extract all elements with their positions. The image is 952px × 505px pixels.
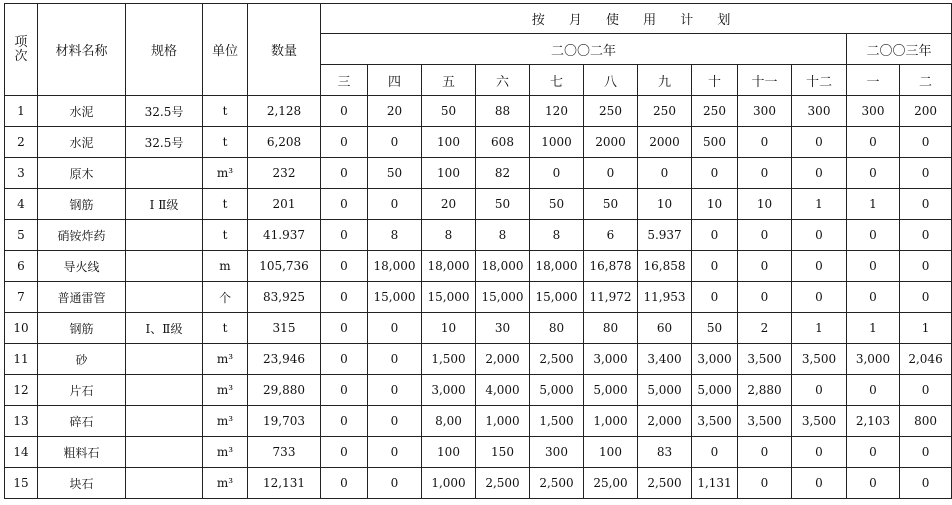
month-value-cell: 0 (692, 251, 738, 282)
spec-cell (126, 344, 203, 375)
month-value-cell: 2000 (638, 127, 692, 158)
unit-cell: m³ (203, 437, 248, 468)
month-value-cell: 1,000 (584, 406, 638, 437)
header-month: 十 (692, 65, 738, 96)
item-no-cell: 13 (5, 406, 38, 437)
month-value-cell: 0 (792, 158, 847, 189)
spec-cell (126, 468, 203, 499)
unit-cell: m³ (203, 158, 248, 189)
header-month: 八 (584, 65, 638, 96)
item-no-cell: 11 (5, 344, 38, 375)
month-value-cell: 1,500 (530, 406, 584, 437)
item-no-cell: 10 (5, 313, 38, 344)
month-value-cell: 0 (847, 437, 900, 468)
unit-cell: t (203, 96, 248, 127)
month-value-cell: 0 (368, 344, 422, 375)
month-value-cell: 11,972 (584, 282, 638, 313)
month-value-cell: 18,000 (476, 251, 530, 282)
table-row (5, 189, 952, 220)
month-value-cell: 50 (692, 313, 738, 344)
header-month: 十一 (738, 65, 792, 96)
month-value-cell: 0 (638, 158, 692, 189)
month-value-cell: 2,000 (476, 344, 530, 375)
month-value-cell: 8 (368, 220, 422, 251)
month-value-cell: 250 (692, 96, 738, 127)
month-value-cell: 3,500 (792, 344, 847, 375)
month-value-cell: 0 (321, 313, 368, 344)
month-value-cell: 1000 (530, 127, 584, 158)
item-no-cell: 2 (5, 127, 38, 158)
material-name-cell: 砂 (38, 344, 126, 375)
spec-cell (126, 437, 203, 468)
material-name-cell: 普通雷管 (38, 282, 126, 313)
month-value-cell: 15,000 (368, 282, 422, 313)
header-month: 七 (530, 65, 584, 96)
month-value-cell: 200 (900, 96, 952, 127)
month-value-cell: 5,000 (638, 375, 692, 406)
month-value-cell: 0 (792, 220, 847, 251)
header-year-2003: 二〇〇三年 (847, 34, 952, 65)
table-row (5, 96, 952, 127)
header-spec: 规格 (126, 4, 203, 96)
month-value-cell: 11,953 (638, 282, 692, 313)
month-value-cell: 0 (368, 406, 422, 437)
month-value-cell: 150 (476, 437, 530, 468)
month-value-cell: 50 (530, 189, 584, 220)
month-value-cell: 2,500 (530, 468, 584, 499)
month-value-cell: 100 (422, 437, 476, 468)
month-value-cell: 2,000 (638, 406, 692, 437)
month-value-cell: 8 (530, 220, 584, 251)
material-name-cell: 钢筋 (38, 313, 126, 344)
month-value-cell: 0 (900, 468, 952, 499)
month-value-cell: 0 (900, 282, 952, 313)
month-value-cell: 0 (738, 127, 792, 158)
month-value-cell: 30 (476, 313, 530, 344)
month-value-cell: 100 (584, 437, 638, 468)
month-value-cell: 80 (584, 313, 638, 344)
header-month: 三 (321, 65, 368, 96)
spec-cell: Ⅰ Ⅱ级 (126, 189, 203, 220)
month-value-cell: 25,00 (584, 468, 638, 499)
month-value-cell: 0 (847, 468, 900, 499)
month-value-cell: 0 (738, 282, 792, 313)
month-value-cell: 1,000 (476, 406, 530, 437)
item-no-cell: 6 (5, 251, 38, 282)
month-value-cell: 16,858 (638, 251, 692, 282)
month-value-cell: 18,000 (368, 251, 422, 282)
header-month: 六 (476, 65, 530, 96)
material-name-cell: 水泥 (38, 127, 126, 158)
month-value-cell: 18,000 (530, 251, 584, 282)
month-value-cell: 0 (847, 282, 900, 313)
quantity-cell: 19,703 (248, 406, 321, 437)
quantity-cell: 6,208 (248, 127, 321, 158)
month-value-cell: 0 (321, 344, 368, 375)
month-value-cell: 0 (900, 189, 952, 220)
month-value-cell: 800 (900, 406, 952, 437)
table-row (5, 251, 952, 282)
table-row (5, 282, 952, 313)
table-row (5, 344, 952, 375)
month-value-cell: 20 (368, 96, 422, 127)
month-value-cell: 0 (321, 437, 368, 468)
month-value-cell: 6 (584, 220, 638, 251)
month-value-cell: 1,131 (692, 468, 738, 499)
header-month: 四 (368, 65, 422, 96)
month-value-cell: 0 (692, 220, 738, 251)
month-value-cell: 5,000 (530, 375, 584, 406)
month-value-cell: 60 (638, 313, 692, 344)
month-value-cell: 0 (368, 468, 422, 499)
month-value-cell: 0 (368, 189, 422, 220)
month-value-cell: 1 (900, 313, 952, 344)
month-value-cell: 1 (847, 313, 900, 344)
month-value-cell: 0 (692, 437, 738, 468)
unit-cell: m³ (203, 406, 248, 437)
month-value-cell: 0 (368, 313, 422, 344)
material-name-cell: 粗料石 (38, 437, 126, 468)
header-month: 五 (422, 65, 476, 96)
month-value-cell: 50 (368, 158, 422, 189)
item-no-cell: 3 (5, 158, 38, 189)
month-value-cell: 500 (692, 127, 738, 158)
unit-cell: t (203, 220, 248, 251)
month-value-cell: 0 (584, 158, 638, 189)
month-value-cell: 2,046 (900, 344, 952, 375)
item-no-cell: 7 (5, 282, 38, 313)
item-no-cell: 15 (5, 468, 38, 499)
month-value-cell: 0 (738, 437, 792, 468)
month-value-cell: 0 (738, 251, 792, 282)
month-value-cell: 0 (738, 220, 792, 251)
month-value-cell: 5,000 (692, 375, 738, 406)
month-value-cell: 250 (584, 96, 638, 127)
month-value-cell: 50 (584, 189, 638, 220)
month-value-cell: 15,000 (422, 282, 476, 313)
material-name-cell: 原木 (38, 158, 126, 189)
month-value-cell: 0 (900, 251, 952, 282)
month-value-cell: 3,500 (792, 406, 847, 437)
month-value-cell: 0 (847, 375, 900, 406)
month-value-cell: 2,880 (738, 375, 792, 406)
month-value-cell: 0 (900, 220, 952, 251)
material-name-cell: 水泥 (38, 96, 126, 127)
quantity-cell: 12,131 (248, 468, 321, 499)
month-value-cell: 2000 (584, 127, 638, 158)
month-value-cell: 0 (692, 282, 738, 313)
month-value-cell: 15,000 (476, 282, 530, 313)
quantity-cell: 232 (248, 158, 321, 189)
month-value-cell: 300 (530, 437, 584, 468)
material-name-cell: 碎石 (38, 406, 126, 437)
spec-cell (126, 282, 203, 313)
month-value-cell: 3,500 (738, 344, 792, 375)
unit-cell: m³ (203, 375, 248, 406)
material-name-cell: 导火线 (38, 251, 126, 282)
month-value-cell: 80 (530, 313, 584, 344)
month-value-cell: 300 (738, 96, 792, 127)
month-value-cell: 3,500 (738, 406, 792, 437)
month-value-cell: 4,000 (476, 375, 530, 406)
month-value-cell: 0 (792, 282, 847, 313)
month-value-cell: 3,400 (638, 344, 692, 375)
unit-cell: t (203, 189, 248, 220)
month-value-cell: 608 (476, 127, 530, 158)
spec-cell (126, 158, 203, 189)
header-month: 十二 (792, 65, 847, 96)
month-value-cell: 10 (738, 189, 792, 220)
quantity-cell: 41.937 (248, 220, 321, 251)
header-quantity: 数量 (248, 4, 321, 96)
month-value-cell: 300 (792, 96, 847, 127)
month-value-cell: 0 (321, 158, 368, 189)
month-value-cell: 50 (476, 189, 530, 220)
table-row (5, 313, 952, 344)
month-value-cell: 100 (422, 158, 476, 189)
month-value-cell: 3,000 (422, 375, 476, 406)
month-value-cell: 0 (692, 158, 738, 189)
month-value-cell: 0 (321, 220, 368, 251)
month-value-cell: 5.937 (638, 220, 692, 251)
month-value-cell: 3,000 (847, 344, 900, 375)
spec-cell: 32.5号 (126, 127, 203, 158)
month-value-cell: 10 (422, 313, 476, 344)
spec-cell (126, 220, 203, 251)
header-unit: 单位 (203, 4, 248, 96)
month-value-cell: 1 (847, 189, 900, 220)
quantity-cell: 315 (248, 313, 321, 344)
material-name-cell: 块石 (38, 468, 126, 499)
table-row (5, 220, 952, 251)
month-value-cell: 82 (476, 158, 530, 189)
month-value-cell: 10 (692, 189, 738, 220)
spec-cell (126, 375, 203, 406)
quantity-cell: 2,128 (248, 96, 321, 127)
month-value-cell: 0 (368, 437, 422, 468)
unit-cell: m (203, 251, 248, 282)
month-value-cell: 16,878 (584, 251, 638, 282)
month-value-cell: 18,000 (422, 251, 476, 282)
month-value-cell: 3,000 (584, 344, 638, 375)
month-value-cell: 0 (321, 282, 368, 313)
item-no-cell: 1 (5, 96, 38, 127)
month-value-cell: 3,000 (692, 344, 738, 375)
month-value-cell: 20 (422, 189, 476, 220)
unit-cell: t (203, 313, 248, 344)
month-value-cell: 2,500 (530, 344, 584, 375)
month-value-cell: 3,500 (692, 406, 738, 437)
month-value-cell: 0 (530, 158, 584, 189)
quantity-cell: 23,946 (248, 344, 321, 375)
month-value-cell: 50 (422, 96, 476, 127)
table-row (5, 406, 952, 437)
header-month: 九 (638, 65, 692, 96)
material-name-cell: 钢筋 (38, 189, 126, 220)
month-value-cell: 0 (900, 437, 952, 468)
quantity-cell: 201 (248, 189, 321, 220)
spec-cell (126, 406, 203, 437)
month-value-cell: 15,000 (530, 282, 584, 313)
month-value-cell: 1,500 (422, 344, 476, 375)
month-value-cell: 2 (738, 313, 792, 344)
month-value-cell: 0 (321, 468, 368, 499)
table-row (5, 437, 952, 468)
month-value-cell: 120 (530, 96, 584, 127)
quantity-cell: 733 (248, 437, 321, 468)
month-value-cell: 10 (638, 189, 692, 220)
month-value-cell: 0 (792, 127, 847, 158)
unit-cell: m³ (203, 468, 248, 499)
month-value-cell: 100 (422, 127, 476, 158)
month-value-cell: 2,500 (476, 468, 530, 499)
header-monthly-plan: 按 月 使 用 计 划 (321, 4, 952, 34)
month-value-cell: 0 (321, 189, 368, 220)
header-item-no: 项 次 (5, 4, 38, 96)
unit-cell: t (203, 127, 248, 158)
month-value-cell: 0 (321, 375, 368, 406)
item-no-cell: 12 (5, 375, 38, 406)
month-value-cell: 0 (321, 251, 368, 282)
spec-cell: 32.5号 (126, 96, 203, 127)
month-value-cell: 8,00 (422, 406, 476, 437)
month-value-cell: 0 (847, 220, 900, 251)
month-value-cell: 0 (900, 127, 952, 158)
month-value-cell: 0 (792, 251, 847, 282)
item-no-cell: 4 (5, 189, 38, 220)
month-value-cell: 0 (847, 127, 900, 158)
item-no-cell: 14 (5, 437, 38, 468)
month-value-cell: 0 (900, 375, 952, 406)
month-value-cell: 0 (792, 437, 847, 468)
month-value-cell: 0 (847, 251, 900, 282)
month-value-cell: 0 (368, 375, 422, 406)
month-value-cell: 8 (476, 220, 530, 251)
month-value-cell: 1 (792, 313, 847, 344)
material-usage-plan-table (4, 3, 952, 499)
material-name-cell: 硝铵炸药 (38, 220, 126, 251)
unit-cell: 个 (203, 282, 248, 313)
month-value-cell: 0 (368, 127, 422, 158)
month-value-cell: 1,000 (422, 468, 476, 499)
header-month: 一 (847, 65, 900, 96)
month-value-cell: 250 (638, 96, 692, 127)
month-value-cell: 88 (476, 96, 530, 127)
header-year-2002: 二〇〇二年 (321, 34, 847, 65)
month-value-cell: 0 (738, 158, 792, 189)
table-row (5, 158, 952, 189)
month-value-cell: 2,500 (638, 468, 692, 499)
month-value-cell: 0 (792, 375, 847, 406)
month-value-cell: 2,103 (847, 406, 900, 437)
quantity-cell: 105,736 (248, 251, 321, 282)
table-row (5, 468, 952, 499)
header-month: 二 (900, 65, 952, 96)
month-value-cell: 1 (792, 189, 847, 220)
month-value-cell: 300 (847, 96, 900, 127)
table-row (5, 127, 952, 158)
month-value-cell: 0 (321, 127, 368, 158)
header-material-name: 材料名称 (38, 4, 126, 96)
item-no-cell: 5 (5, 220, 38, 251)
quantity-cell: 29,880 (248, 375, 321, 406)
spec-cell: Ⅰ、Ⅱ级 (126, 313, 203, 344)
month-value-cell: 0 (321, 406, 368, 437)
month-value-cell: 0 (847, 158, 900, 189)
material-name-cell: 片石 (38, 375, 126, 406)
month-value-cell: 0 (321, 96, 368, 127)
month-value-cell: 5,000 (584, 375, 638, 406)
month-value-cell: 83 (638, 437, 692, 468)
month-value-cell: 0 (792, 468, 847, 499)
quantity-cell: 83,925 (248, 282, 321, 313)
month-value-cell: 0 (900, 158, 952, 189)
month-value-cell: 8 (422, 220, 476, 251)
month-value-cell: 0 (738, 468, 792, 499)
spec-cell (126, 251, 203, 282)
table-row (5, 375, 952, 406)
unit-cell: m³ (203, 344, 248, 375)
